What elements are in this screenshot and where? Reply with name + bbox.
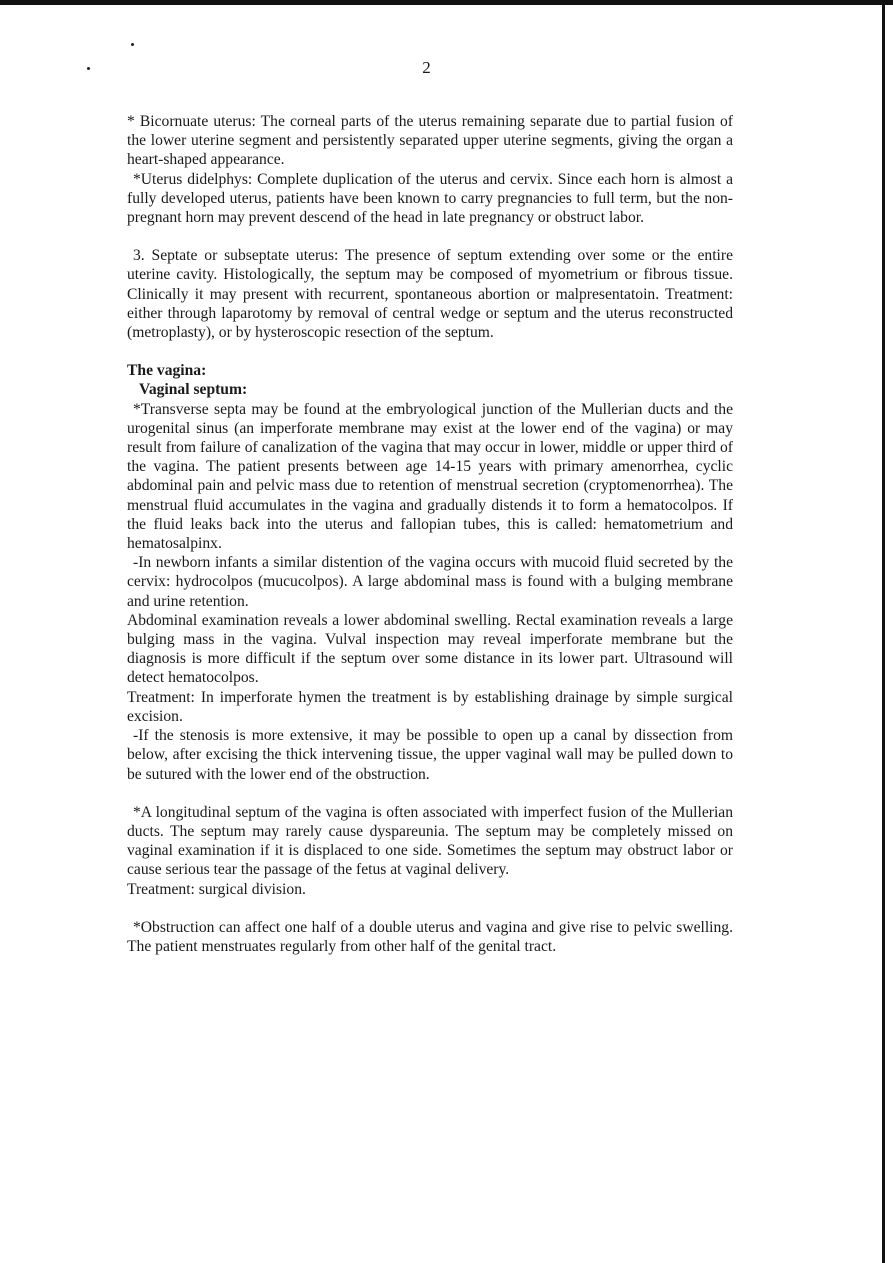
- page-body: [127, 112, 733, 956]
- paragraph-uterus-didelphys: *Uterus didelphys: Complete duplication of the uterus and cervix. Since each horn is almost a fully developed uterus, patients have been known to carry pregnancies to full term, but the non-pregnant horn may prevent descend of the head in late pregnancy or obstruct labor.: [127, 170, 733, 227]
- paragraph-longitudinal-septum: *A longitudinal septum of the vagina is often associated with imperfect fusion of the Mullerian ducts. The septum may rarely cause dyspareunia. The septum may be completely missed on vaginal examination if it is displaced to one side. Sometimes the septum may obstruct labor or cause serious tear the passage of the fetus at vaginal delivery.: [127, 803, 733, 879]
- spacer: [127, 227, 733, 246]
- spacer: [127, 784, 733, 803]
- right-border-line: [882, 0, 885, 1263]
- scan-speck: [131, 43, 134, 46]
- paragraph-transverse-septa: *Transverse septa may be found at the embryological junction of the Mullerian ducts and the urogenital sinus (an imperforate membrane may exist at the lower end of the vagina) or may result from failure of canalization of the vagina that may occur in lower, middle or upper third of the vagina. The patient presents between age 14-15 years with primary amenorrhea, cyclic abdominal pain and pelvic mass due to retention of menstrual secretion (cryptomenorrhea). The menstrual fluid accumulates in the vagina and gradually distends it to form a hematocolpos. If the fluid leaks back into the uterus and fallopian tubes, this is called: hematometrium and hematosalpinx.: [127, 400, 733, 553]
- paragraph-treatment-imperforate-hymen: Treatment: In imperforate hymen the treatment is by establishing drainage by simple surgical excision.: [127, 688, 733, 725]
- page-number: 2: [422, 58, 431, 77]
- paragraph-bicornuate-uterus: * Bicornuate uterus: The corneal parts of the uterus remaining separate due to partial fusion of the lower uterine segment and persistently separated upper uterine segments, giving the organ a heart-shaped appearance.: [127, 113, 733, 169]
- subheading-vaginal-septum: Vaginal septum:: [139, 381, 248, 399]
- spacer: [127, 342, 733, 361]
- paragraph-stenosis: -If the stenosis is more extensive, it may be possible to open up a canal by dissection from below, after excising the thick intervening tissue, the upper vaginal wall may be pulled down to be sutured with the lower end of the obstruction.: [127, 727, 733, 783]
- paragraph-obstruction: *Obstruction can affect one half of a double uterus and vagina and give rise to pelvic swelling. The patient menstruates regularly from other half of the genital tract.: [127, 918, 733, 955]
- paragraph-abdominal-examination: Abdominal examination reveals a lower abdominal swelling. Rectal examination reveals a large bulging mass in the vagina. Vulval inspection may reveal imperforate membrane but the diagnosis is more difficult if the septum over some distance in its lower part. Ultrasound will detect hematocolpos.: [127, 611, 733, 687]
- paragraph-treatment-surgical-division: Treatment: surgical division.: [127, 880, 306, 898]
- spacer: [127, 899, 733, 918]
- top-border-line: [0, 0, 893, 5]
- section-heading-vagina: The vagina:: [127, 362, 207, 380]
- paragraph-septate-uterus: 3. Septate or subseptate uterus: The presence of septum extending over some or the entire uterine cavity. Histologically, the septum may be composed of myometrium or fibrous tissue. Clinically it may present with recurrent, spontaneous abortion or malpresentatoin. Treatment: either through laparotomy by removal of central wedge or septum and the uterus reconstructed (metroplasty), or by hysteroscopic resection of the septum.: [127, 247, 733, 342]
- paragraph-newborn-infants: -In newborn infants a similar distention of the vagina occurs with mucoid fluid secreted by the cervix: hydrocolpos (mucucolpos). A large abdominal mass is found with a bulging membrane and urine retention.: [127, 554, 733, 610]
